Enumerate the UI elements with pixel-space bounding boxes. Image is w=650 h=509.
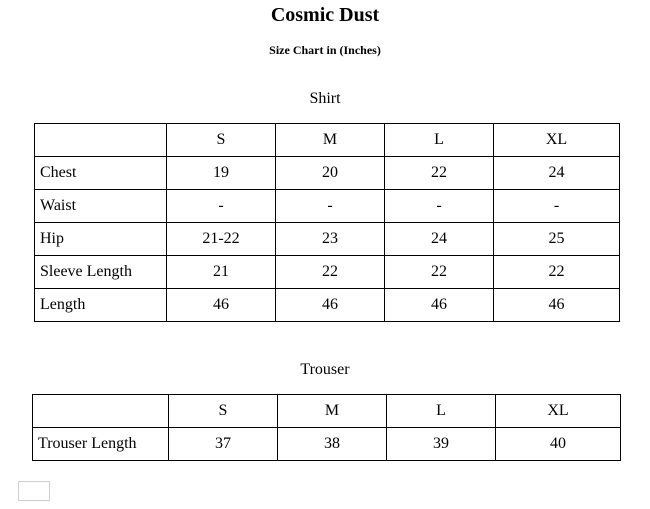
table-cell: - xyxy=(385,190,494,223)
table-cell: 22 xyxy=(494,256,620,289)
size-header-s: S xyxy=(167,124,276,157)
row-label-length: Length xyxy=(35,289,167,322)
table-cell: 21 xyxy=(167,256,276,289)
table-cell: - xyxy=(276,190,385,223)
trouser-section-title: Trouser xyxy=(300,361,350,378)
header-corner-cell xyxy=(35,124,167,157)
table-cell: 22 xyxy=(385,256,494,289)
trouser-size-table xyxy=(32,394,621,461)
table-cell: 20 xyxy=(276,157,385,190)
page-title: Cosmic Dust xyxy=(270,4,380,26)
table-cell: 46 xyxy=(494,289,620,322)
table-cell: 23 xyxy=(276,223,385,256)
header-corner-cell xyxy=(33,395,169,428)
table-cell: 22 xyxy=(276,256,385,289)
row-label-hip: Hip xyxy=(35,223,167,256)
table-cell: 38 xyxy=(278,428,387,461)
size-header-xl: XL xyxy=(496,395,621,428)
size-header-s: S xyxy=(169,395,278,428)
table-cell: 46 xyxy=(276,289,385,322)
table-cell: 22 xyxy=(385,157,494,190)
size-header-xl: XL xyxy=(494,124,620,157)
table-row xyxy=(33,428,621,461)
row-label-waist: Waist xyxy=(35,190,167,223)
size-header-m: M xyxy=(276,124,385,157)
table-cell: 24 xyxy=(494,157,620,190)
empty-placeholder-box xyxy=(18,481,50,501)
table-header-row xyxy=(35,124,620,157)
table-row xyxy=(35,157,620,190)
row-label-chest: Chest xyxy=(35,157,167,190)
table-cell: 25 xyxy=(494,223,620,256)
size-header-l: L xyxy=(385,124,494,157)
size-header-l: L xyxy=(387,395,496,428)
table-cell: 40 xyxy=(496,428,621,461)
page-subtitle: Size Chart in (Inches) xyxy=(269,43,381,57)
table-row xyxy=(35,256,620,289)
table-row xyxy=(35,223,620,256)
table-header-row xyxy=(33,395,621,428)
shirt-size-table xyxy=(34,123,620,322)
table-row xyxy=(35,289,620,322)
shirt-section-title: Shirt xyxy=(309,90,341,107)
table-cell: - xyxy=(494,190,620,223)
table-cell: 46 xyxy=(385,289,494,322)
table-cell: - xyxy=(167,190,276,223)
table-cell: 24 xyxy=(385,223,494,256)
table-cell: 21-22 xyxy=(167,223,276,256)
size-header-m: M xyxy=(278,395,387,428)
row-label-trouser-length: Trouser Length xyxy=(33,428,169,461)
table-cell: 37 xyxy=(169,428,278,461)
table-cell: 39 xyxy=(387,428,496,461)
table-cell: 46 xyxy=(167,289,276,322)
row-label-sleeve-length: Sleeve Length xyxy=(35,256,167,289)
table-cell: 19 xyxy=(167,157,276,190)
table-row xyxy=(35,190,620,223)
